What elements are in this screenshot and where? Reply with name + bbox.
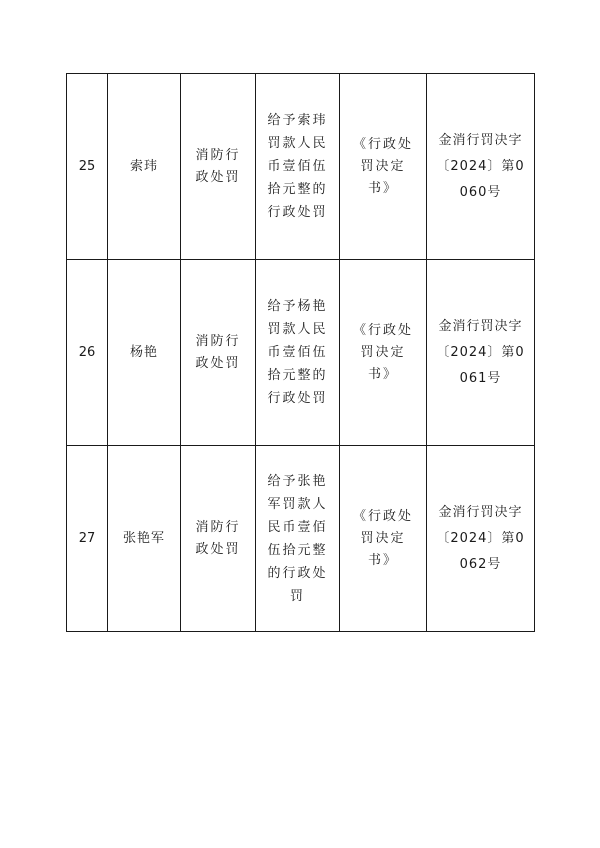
decision-basis-cell: 《行政处罚决定书》 (340, 446, 427, 632)
person-name-cell: 张艳军 (108, 446, 181, 632)
document-number-cell: 金消行罚决字〔2024〕第0062号 (427, 446, 535, 632)
penalty-content-cell: 给予杨艳罚款人民币壹佰伍拾元整的行政处罚 (256, 260, 340, 446)
table-row (67, 446, 535, 632)
penalty-content-cell: 给予索玮罚款人民币壹佰伍拾元整的行政处罚 (256, 74, 340, 260)
document-number-cell: 金消行罚决字〔2024〕第0060号 (427, 74, 535, 260)
row-number-cell: 25 (67, 74, 108, 260)
row-number-cell: 27 (67, 446, 108, 632)
penalty-type-cell: 消防行政处罚 (181, 260, 256, 446)
penalty-type-cell: 消防行政处罚 (181, 446, 256, 632)
person-name-cell: 索玮 (108, 74, 181, 260)
table-row (67, 74, 535, 260)
penalty-content-cell: 给予张艳军罚款人民币壹佰伍拾元整的行政处罚 (256, 446, 340, 632)
table-row (67, 260, 535, 446)
person-name-cell: 杨艳 (108, 260, 181, 446)
row-number-cell: 26 (67, 260, 108, 446)
penalty-records-table (66, 73, 535, 632)
penalty-type-cell: 消防行政处罚 (181, 74, 256, 260)
document-number-cell: 金消行罚决字〔2024〕第0061号 (427, 260, 535, 446)
decision-basis-cell: 《行政处罚决定书》 (340, 74, 427, 260)
decision-basis-cell: 《行政处罚决定书》 (340, 260, 427, 446)
